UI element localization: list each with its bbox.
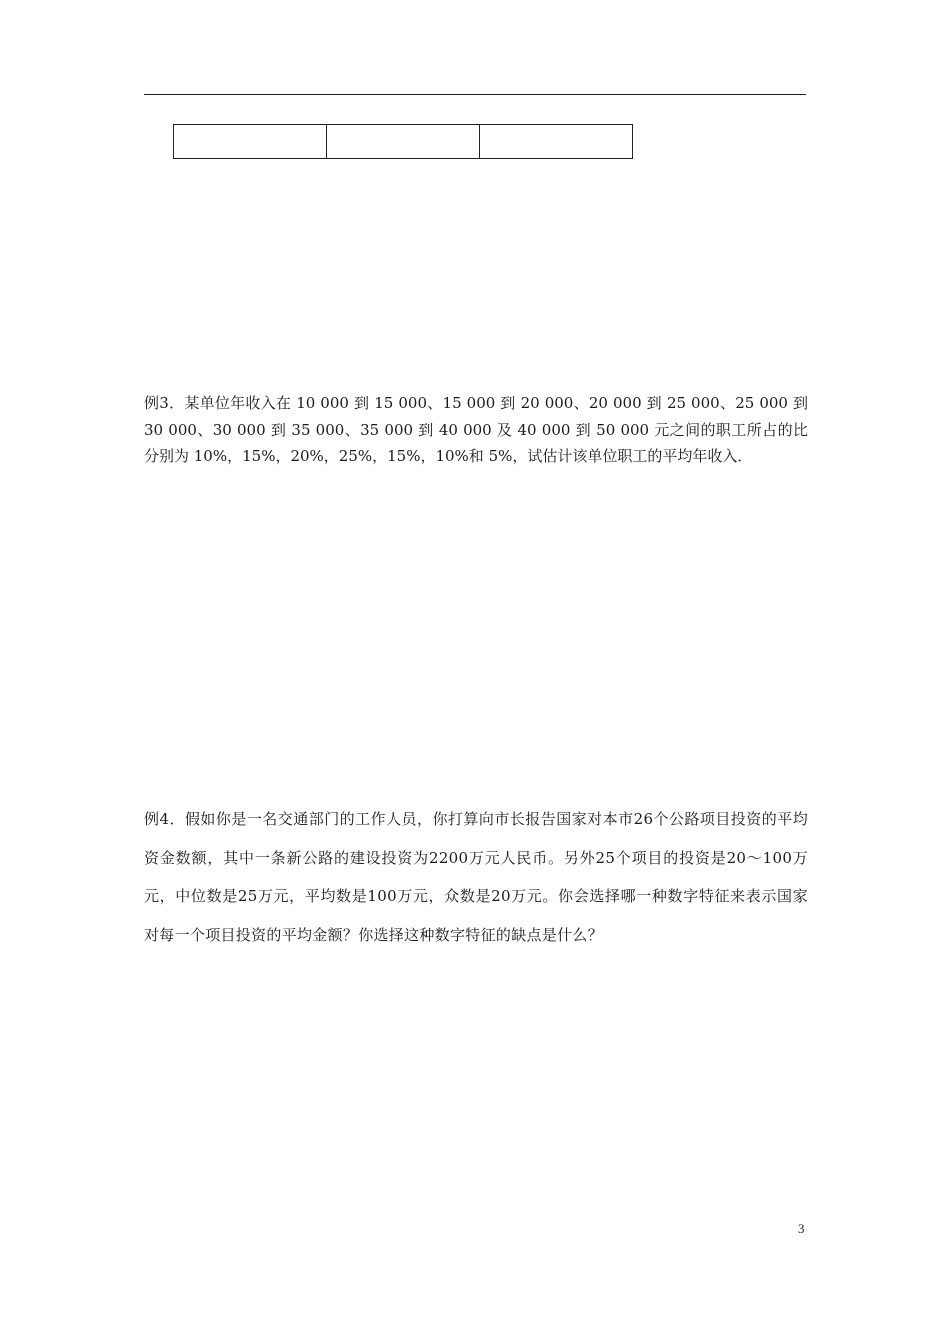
table-row [174, 125, 633, 159]
continued-table [173, 124, 633, 159]
example-4-paragraph: 例4．假如你是一名交通部门的工作人员，你打算向市长报告国家对本市26个公路项目投资的平均资金数额，其中一条新公路的建设投资为2200万元人民币。另外25个项目的投资是20～100万元，中位数是25万元，平均数是100万元，众数是20万元。你会选择哪一种数字特征来表示国家对每一个项目投资的平均金额？你选择这种数字特征的缺点是什么？ [144, 810, 808, 944]
page-number: 3 [798, 1221, 805, 1236]
table-cell [480, 125, 633, 159]
table-cell [174, 125, 327, 159]
example-3-paragraph: 例3．某单位年收入在 10 000 到 15 000、15 000 到 20 000、20 000 到 25 000、25 000 到 30 000、30 000 到 35 000、35 000 到 40 000 及 40 000 到 50 000 元之间的职工所占的比分别为 10%，15%，20%，25%，15%，10%和 5%，试估计该单位职工的平均年收入． [144, 394, 808, 465]
header-rule [144, 94, 806, 95]
table-cell [327, 125, 480, 159]
